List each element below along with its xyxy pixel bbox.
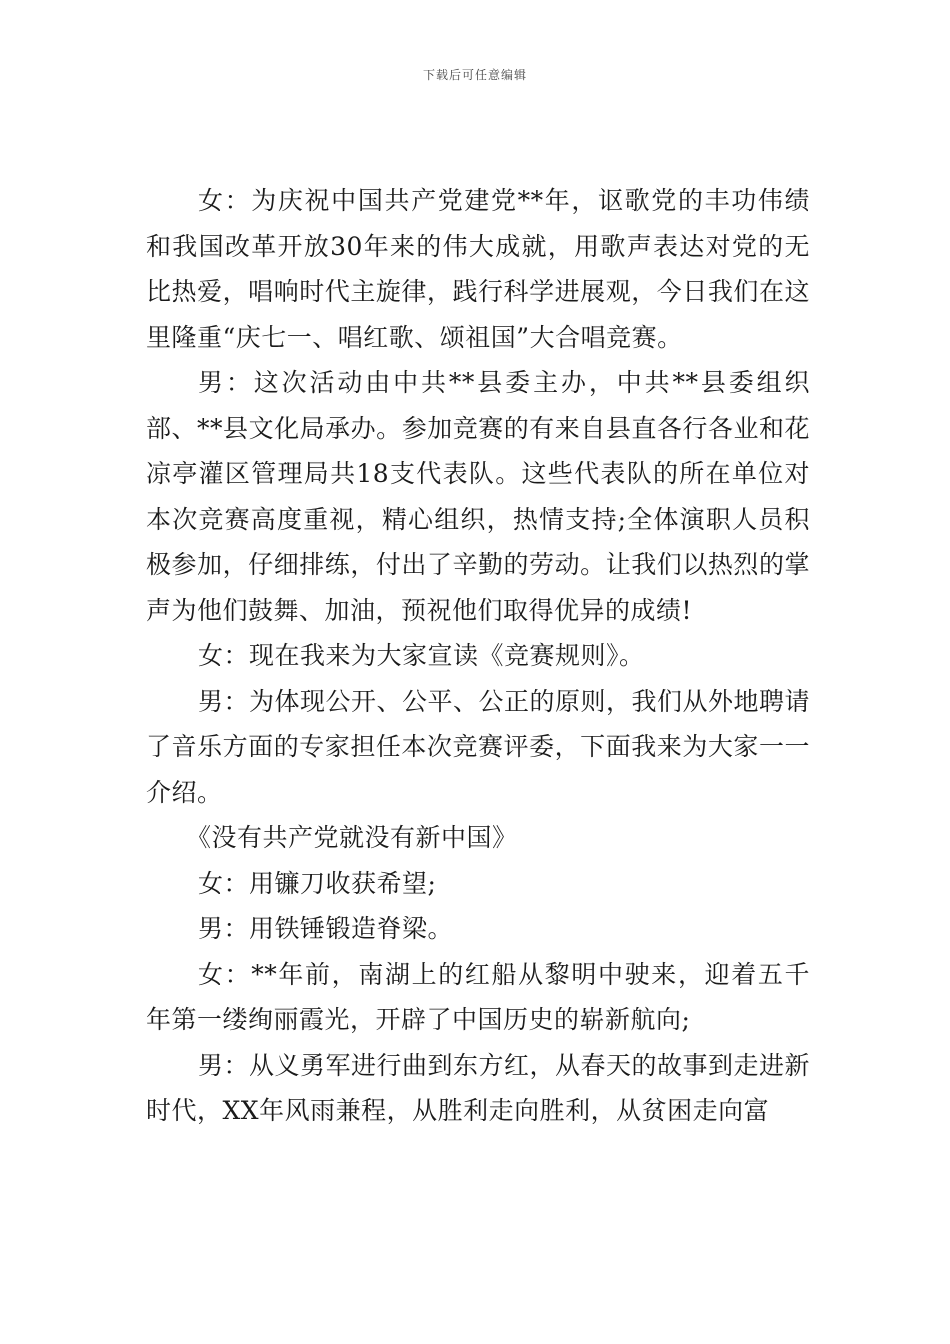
page-header: 下载后可任意编辑 — [422, 68, 527, 82]
paragraph-line-female-1: 女：用镰刀收获希望; — [198, 868, 437, 898]
paragraph-line-female-2: 女：**年前，南湖上的红船从黎明中驶来，迎着五千年第一缕绚丽霞光，开辟了中国历史的崭新航向; — [146, 959, 810, 1034]
paragraph-line-male-1: 男：用铁锤锻造脊梁。 — [198, 914, 454, 943]
paragraph-opening-female: 女：为庆祝中国共产党建党**年，讴歌党的丰功伟绩和我国改革开放30年来的伟大成就，用歌声表达对党的无比热爱，唱响时代主旋律，践行科学进展观，今日我们在这里隆重“庆七一、唱红歌、颂祖国”大合唱竞赛。 — [146, 186, 810, 352]
paragraph-rules-female: 女：现在我来为大家宣读《竞赛规则》。 — [198, 641, 645, 670]
paragraph-judges-male: 男：为体现公开、公平、公正的原则，我们从外地聘请了音乐方面的专家担任本次竞赛评委，下面我来为大家一一介绍。 — [146, 686, 811, 807]
document-body — [146, 178, 810, 1134]
section-title: 《没有共产党就没有新中国》 — [186, 823, 518, 852]
paragraph-organizers-male: 男：这次活动由中共**县委主办，中共**县委组织部、**县文化局承办。参加竞赛的有来自县直各行各业和花凉亭灌区管理局共18支代表队。这些代表队的所在单位对本次竞赛高度重视，精心组织，热情支持;全体演职人员积极参加，仔细排练，付出了辛勤的劳动。让我们以热烈的掌声为他们鼓舞、加油，预祝他们取得优异的成绩! — [146, 368, 810, 625]
paragraph-line-male-2: 男：从义勇军进行曲到东方红，从春天的故事到走进新时代，XX年风雨兼程，从胜利走向胜利，从贫困走向富 — [146, 1050, 811, 1125]
